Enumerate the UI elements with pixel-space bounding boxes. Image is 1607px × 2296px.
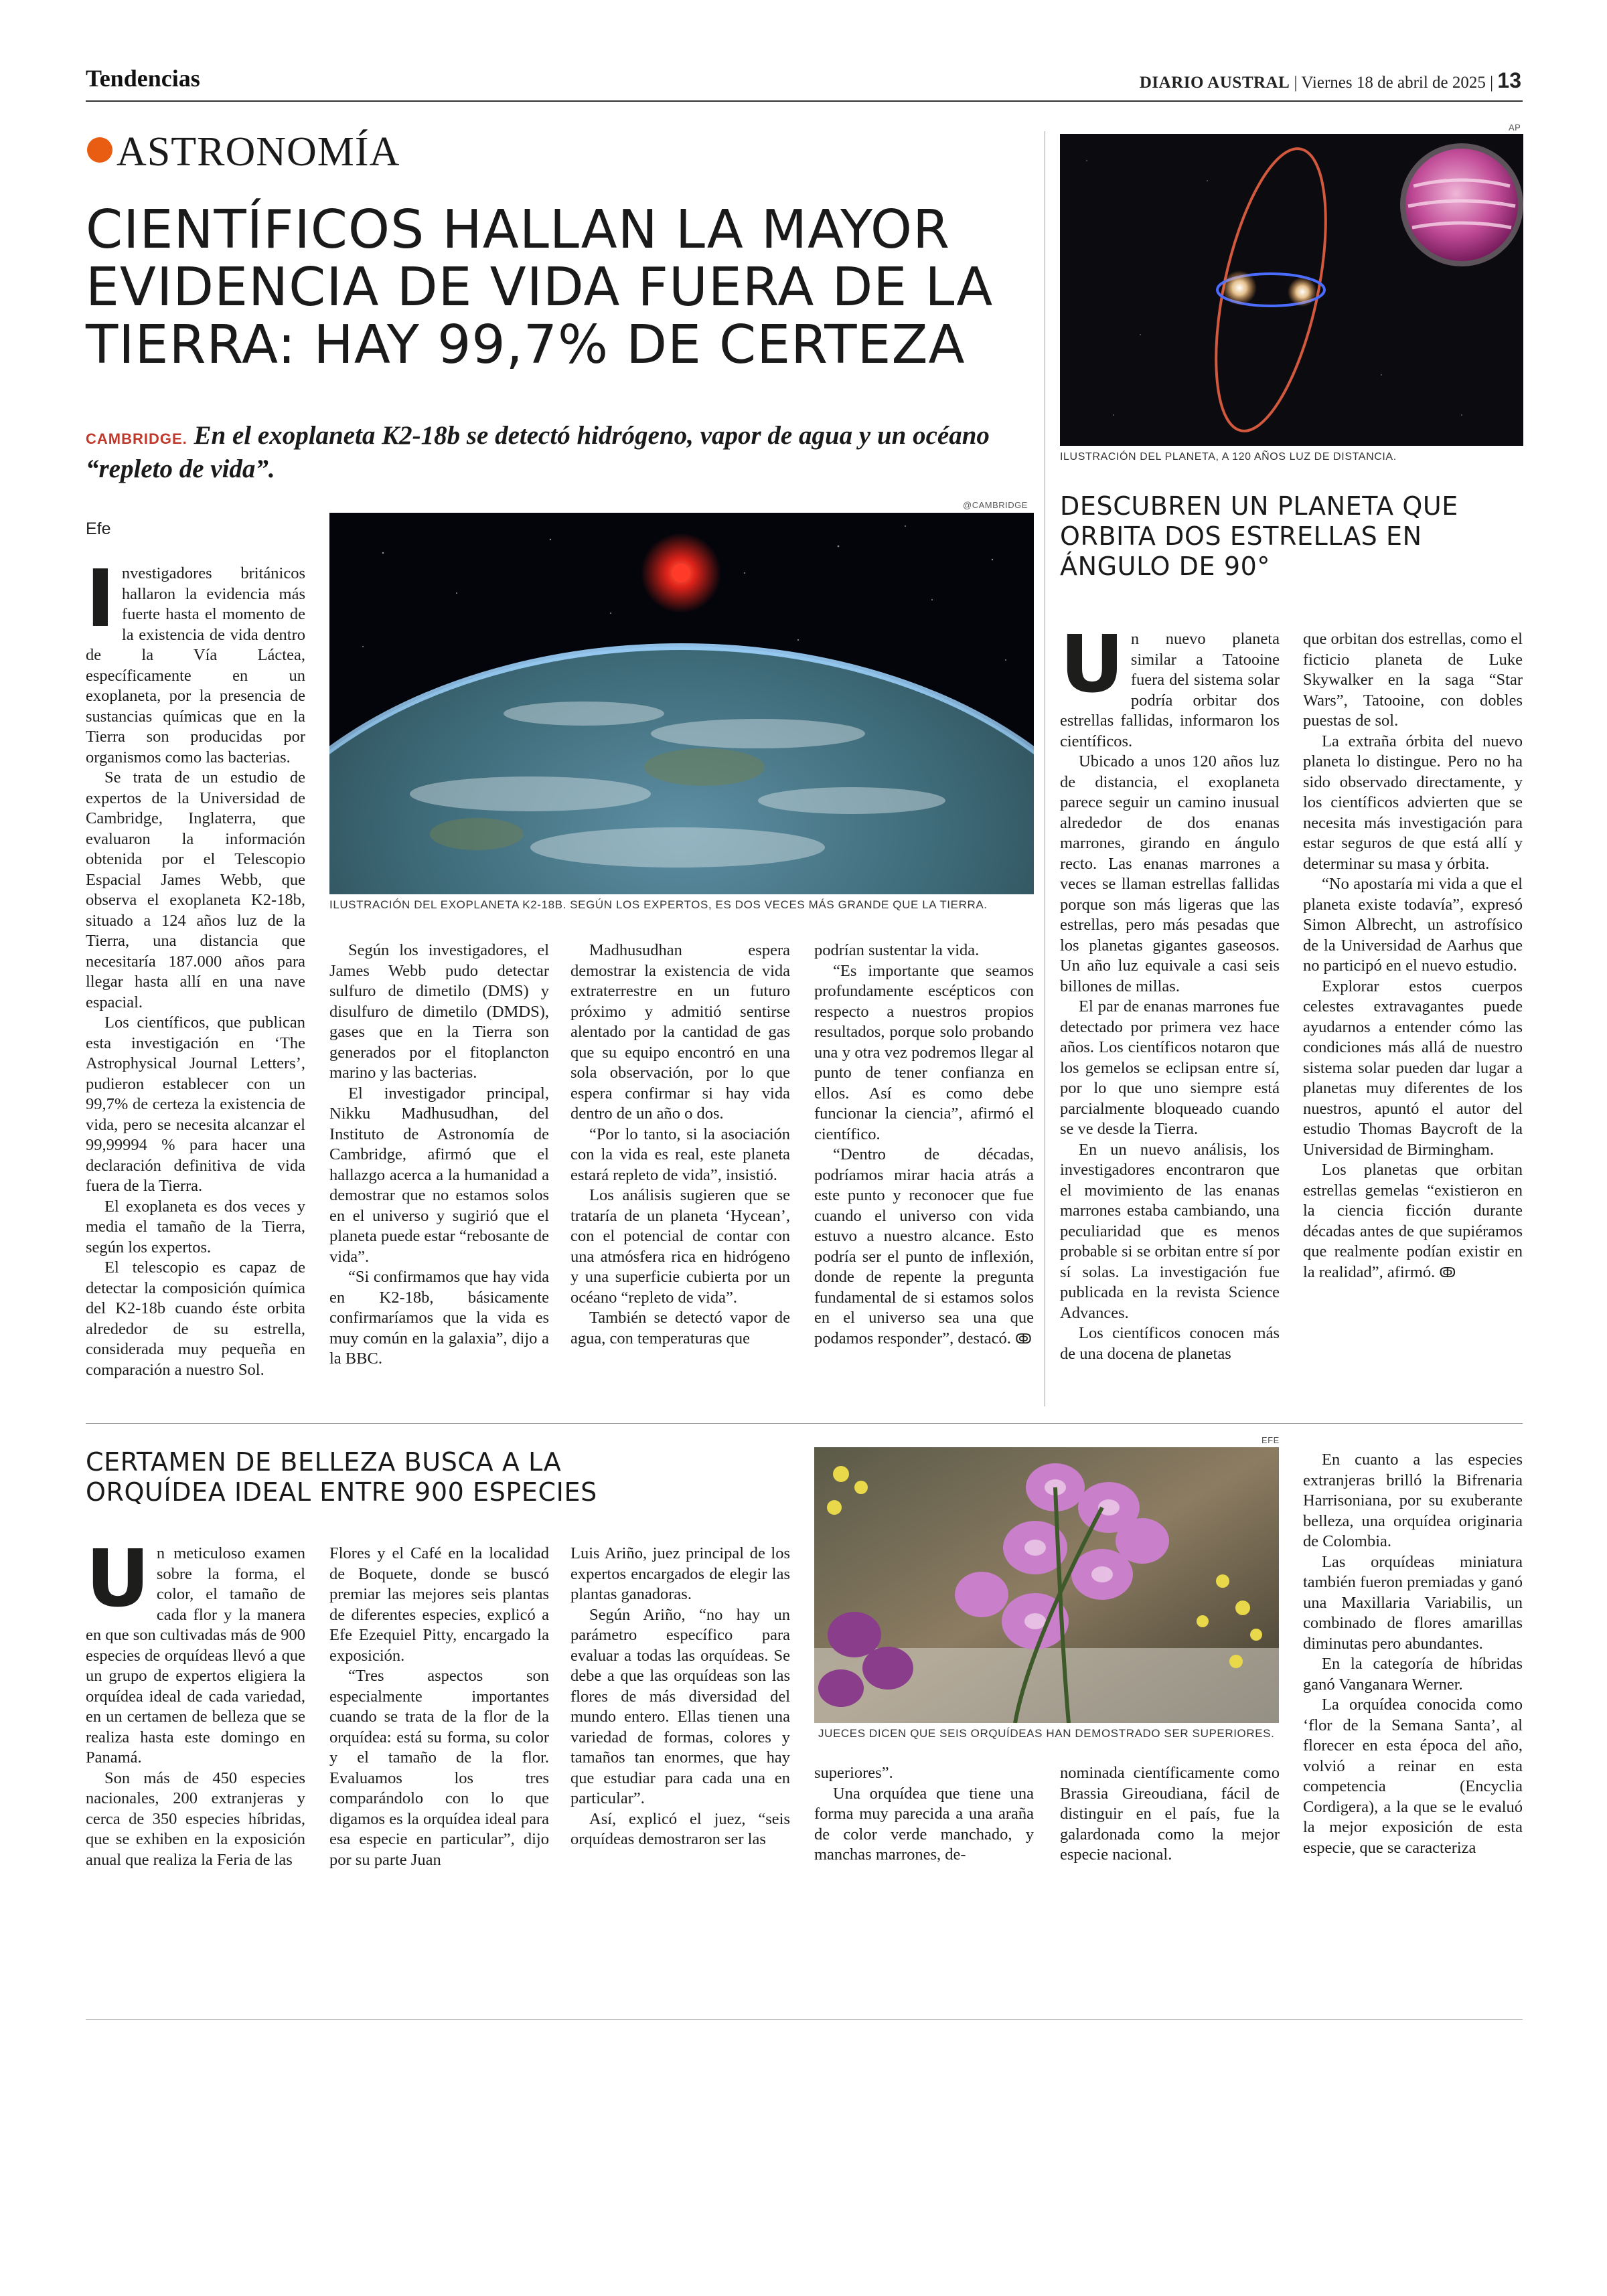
- main-article-paragraph: Según los investigadores, el James Webb pudo detectar sulfuro de dimetilo (DMS) y disulfuro de dimetilo (DMDS), gases que en la Tierra son generados por el fitoplancton marino y las bacterias.: [329, 941, 549, 1082]
- bottom-article-paragraph: Son más de 450 especies nacionales, 200 extranjeras y cerca de 350 especies híbridas, que se exhiben en la exposición anual que realiza la Feria de las: [86, 1769, 305, 1869]
- main-article-paragraph: Investigadores británicos hallaron la evidencia más fuerte hasta el momento de la existencia de vida dentro de la Vía Láctea, específicamente en un exoplaneta, por la presencia de sustancias químicas que en la Tierra son producidas por organismos como las bacterias.: [86, 552, 305, 766]
- bottom-article-paragraph: Luis Ariño, juez principal de los expertos encargados de elegir las plantas ganadoras.: [570, 1544, 790, 1603]
- main-headline: CIENTÍFICOS HALLAN LA MAYOR EVIDENCIA DE VIDA FUERA DE LA TIERRA: HAY 99,7% DE CERTEZA: [86, 199, 994, 376]
- bottom-article-paragraph: La orquídea conocida como ‘flor de la Semana Santa’, al florecer en esta época del año, volvió a reinar en esta competencia (Encyclia Cordigera), a la que se le evaluó la mejor exposición de esta especie, que se caracteriza: [1303, 1696, 1523, 1857]
- orchid-photo: [814, 1447, 1279, 1723]
- side-article-paragraph: Un nuevo planeta similar a Tatooine fuera del sistema solar podría orbitar dos estrellas fallidas, informaron los científicos.: [1060, 618, 1280, 750]
- bottom-article-col-4: [814, 1763, 1034, 1866]
- side-article-col-1: [1060, 618, 1280, 1364]
- kicker: [87, 129, 400, 176]
- side-article-paragraph: La extraña órbita del nuevo planeta lo distingue. Pero no ha sido observado directamente, y los científicos advierten que se necesita más investigación para estar seguros de que está allí y determinar su masa y órbita.: [1303, 732, 1523, 873]
- masthead: [1140, 68, 1521, 93]
- main-article-paragraph: Madhusudhan espera demostrar la existencia de vida extraterrestre en un futuro próximo y admitió sentirse alentado por la cantidad de gas que su equipo encontró en una sola observación, por lo que espera confirmar si hay vida dentro de un año o dos.: [570, 941, 790, 1123]
- side-photo-caption: ILUSTRACIÓN DEL PLANETA, A 120 AÑOS LUZ DE DISTANCIA.: [1060, 451, 1397, 463]
- kicker-label: ASTRONOMÍA: [117, 129, 400, 175]
- main-article-paragraph: El investigador principal, Nikku Madhusudhan, del Instituto de Astronomía de Cambridge, afirmó que el hallazgo acerca a la humanidad a demostrar que no estamos solos en el universo y sugirió que el planeta puede estar “rebosante de vida”.: [329, 1084, 549, 1266]
- main-article-col-1: [86, 552, 305, 1380]
- bottom-article-paragraph: En la categoría de híbridas ganó Vanganara Werner.: [1303, 1655, 1523, 1694]
- main-article-paragraph: El telescopio es capaz de detectar la composición química del K2-18b cuando éste orbita alrededor de su estrella, considerada muy pequeña en comparación a nuestro Sol.: [86, 1258, 305, 1379]
- side-article-paragraph: Los planetas que orbitan estrellas gemelas “existieron en la ciencia ficción durante décadas antes de que supiéramos que realmente podían existir en la realidad”, afirmó. ↂ: [1303, 1161, 1523, 1281]
- bottom-article-paragraph: Según Ariño, “no hay un parámetro específico para evaluar a todas las orquídeas. Se debe a que las orquídeas son las flores de más diversidad del mundo entero. Ellas tienen una variedad de formas, colores y tamaños tan enormes, que hay que estudiar para cada una en particular”.: [570, 1605, 790, 1807]
- bottom-article-col-1: [86, 1532, 305, 1870]
- main-article-paragraph: “Por lo tanto, si la asociación con la vida es real, este planeta estará repleto de vida”, insistió.: [570, 1125, 790, 1184]
- bottom-article-paragraph: superiores”.: [814, 1764, 893, 1782]
- main-article-paragraph: Los análisis sugieren que se trataría de un planeta ‘Hycean’, con el potencial de contar con una atmósfera rica en hidrógeno y una superficie cubierta por un océano “repleto de vida”.: [570, 1186, 790, 1307]
- end-of-article-icon: ↂ: [1015, 1330, 1032, 1347]
- subhead-text: En el exoplaneta K2-18b se detectó hidrógeno, vapor de agua y un océano “repleto de vida”.: [86, 421, 990, 483]
- side-article-col-2: [1303, 629, 1523, 1283]
- side-photo-credit: AP: [1509, 122, 1521, 133]
- side-headline: DESCUBREN UN PLANETA QUE ORBITA DOS ESTRELLAS EN ÁNGULO DE 90°: [1060, 491, 1458, 581]
- main-article-paragraph: podrían sustentar la vida.: [814, 941, 980, 959]
- main-subhead: [86, 420, 1023, 484]
- main-article-paragraph: Los científicos, que publican esta investigación en ‘The Astrophysical Journal Letters’, pudieron establecer con un 99,7% de certeza la existencia de vida, pero se necesita alcanzar el 99,99994 % para hacer una declaración definitiva de vida fuera de la Tierra.: [86, 1013, 305, 1195]
- publication-date: Viernes 18 de abril de 2025: [1301, 74, 1486, 92]
- bottom-article-paragraph: nominada científicamente como Brassia Gireoudiana, fácil de distinguir en el país, fue la galardonada como la mejor especie nacional.: [1060, 1764, 1280, 1864]
- side-article-paragraph: Los científicos conocen más de una docena de planetas: [1060, 1324, 1280, 1363]
- bottom-article-paragraph: Una orquídea que tiene una forma muy parecida a una araña de color verde manchado, y manchas marrones, de-: [814, 1784, 1034, 1864]
- section-divider: [86, 1423, 1523, 1424]
- exoplanet-illustration: [329, 513, 1034, 894]
- bottom-article-paragraph: Un meticuloso examen sobre la forma, el color, el tamaño de cada flor y la manera en que son cultivadas más de 900 especies de orquídeas llevó a que un grupo de expertos eligiera la orquídea ideal de cada variedad, en un certamen de belleza que se realiza hasta este domingo en Panamá.: [86, 1532, 305, 1767]
- bottom-article-paragraph: “Tres aspectos son especialmente importantes cuando se trata de la flor de la orquídea: está su forma, su color y el tamaño de la flor. Evaluamos los tres comparándolo con lo que digamos es la orquídea ideal para esa especie en particular”, dijo por su parte Juan: [329, 1667, 549, 1869]
- kicker-dot-icon: [87, 137, 112, 163]
- section-name: Tendencias: [86, 65, 200, 92]
- masthead-separator: |: [1294, 74, 1298, 92]
- photo-credit: @CAMBRIDGE: [963, 500, 1028, 510]
- dropcap: U: [86, 1532, 150, 1625]
- main-article-paragraph: También se detectó vapor de agua, con temperaturas que: [570, 1309, 790, 1347]
- side-article-paragraph: El par de enanas marrones fue detectado por primera vez hace años. Los científicos notaron que los gemelos se eclipsan entre sí, por lo que uno siempre está parcialmente bloqueado cuando se ve desde la Tierra.: [1060, 997, 1280, 1138]
- orchid-photo-caption: JUECES DICEN QUE SEIS ORQUÍDEAS HAN DEMOSTRADO SER SUPERIORES.: [818, 1727, 1275, 1740]
- side-article-paragraph: Ubicado a unos 120 años luz de distancia, el exoplaneta parece seguir un camino inusual alrededor de dos enanas marrones, girando en ángulo recto. Las enanas marrones a veces se llaman estrellas fallidas porque son más ligeras que las estrellas, pero más pesadas que los planetas gigantes gaseosos. Un año luz equivale a casi seis billones de millas.: [1060, 752, 1280, 995]
- bottom-article-paragraph: Flores y el Café en la localidad de Boquete, donde se buscó premiar las mejores seis plantas de diferentes especies, explicó a Efe Ezequiel Pitty, encargado la exposición.: [329, 1544, 549, 1665]
- bottom-article-col-6: [1303, 1450, 1523, 1858]
- dropcap: U: [1060, 618, 1124, 710]
- bottom-article-paragraph: En cuanto a las especies extranjeras brilló la Bifrenaria Harrisoniana, por su exuberante belleza, una orquídea originaria de Colombia.: [1303, 1451, 1523, 1550]
- bottom-article-paragraph: Las orquídeas miniatura también fueron premiadas y ganó una Maxillaria Variabilis, un combinado de flores amarillas diminutas pero abundantes.: [1303, 1552, 1523, 1653]
- byline: Efe: [86, 519, 111, 538]
- orchid-illustration: [814, 1447, 1279, 1723]
- main-article-col-2: [329, 940, 549, 1370]
- main-article-paragraph: “Es importante que seamos profundamente escépticos con respecto a nuestros propios resultados, porque solo probando una y otra vez podremos llegar al punto de tener confianza en ellos. Así es como debe funcionar la ciencia”, afirmó el científico.: [814, 961, 1034, 1143]
- side-article-paragraph: En un nuevo análisis, los investigadores encontraron que el movimiento de las enanas marrones estaba cambiando, una peculiaridad que es menos probable si se orbitan entre sí por sí solas. La investigación fue publicada en la revista Science Advances.: [1060, 1140, 1280, 1322]
- main-article-col-3: [570, 940, 790, 1349]
- main-article-paragraph: “Dentro de décadas, podríamos mirar hacia atrás a este punto y reconocer que fue cuando el universo con vida estuvo a nuestro alcance. Esto podría ser el punto de inflexión, donde de repente la pregunta fundamental de si estamos solos en el universo sea una que podamos responder”, destacó. ↂ: [814, 1145, 1034, 1347]
- masthead-separator: |: [1490, 74, 1494, 92]
- main-photo-caption: ILUSTRACIÓN DEL EXOPLANETA K2-18B. SEGÚN LOS EXPERTOS, ES DOS VECES MÁS GRANDE QUE LA TIERRA.: [329, 898, 988, 911]
- bottom-article-col-2: [329, 1544, 549, 1870]
- bottom-headline: CERTAMEN DE BELLEZA BUSCA A LA ORQUÍDEA IDEAL ENTRE 900 ESPECIES: [86, 1447, 597, 1507]
- side-article-paragraph: Explorar estos cuerpos celestes extravagantes puede ayudarnos a entender cómo las condiciones más allá de nuestro sistema solar pueden dar lugar a planetas muy diferentes de los nuestros, apuntó el autor del estudio Thomas Baycroft de la Universidad de Birmingham.: [1303, 977, 1523, 1159]
- binary-orbit-illustration: [1060, 134, 1523, 446]
- bottom-article-col-3: [570, 1544, 790, 1850]
- orchid-photo-credit: EFE: [1261, 1435, 1280, 1445]
- header-rule: [86, 100, 1523, 102]
- dateline-city: CAMBRIDGE.: [86, 430, 187, 447]
- main-article-col-4: [814, 940, 1034, 1349]
- binary-planet-photo: [1060, 134, 1523, 446]
- side-article-paragraph: que orbitan dos estrellas, como el ficticio planeta de Luke Skywalker en la saga “Star Wars”, Tatooine, con dobles puestas de sol.: [1303, 630, 1523, 730]
- main-article-paragraph: Se trata de un estudio de expertos de la Universidad de Cambridge, Inglaterra, que evaluaron la información obtenida por el Telescopio Espacial James Webb, que observa el exoplaneta K2-18b, situado a 124 años luz de la Tierra, una distancia que necesitaría 187.000 años para llegar hasta allí en una nave espacial.: [86, 768, 305, 1011]
- page-number: 13: [1497, 68, 1521, 92]
- exoplanet-photo: [329, 513, 1034, 894]
- side-article-paragraph: “No apostaría mi vida a que el planeta existe todavía”, expresó Simon Albrecht, un astrofísico de la Universidad de Aarhus que no participó en el nuevo estudio.: [1303, 875, 1523, 975]
- bottom-article-col-5: [1060, 1763, 1280, 1866]
- dropcap: I: [86, 552, 115, 645]
- newspaper-name: DIARIO AUSTRAL: [1139, 74, 1290, 92]
- end-of-article-icon: ↂ: [1439, 1264, 1456, 1281]
- main-article-paragraph: El exoplaneta es dos veces y media el tamaño de la Tierra, según los expertos.: [86, 1197, 305, 1256]
- page-bottom-rule: [86, 2019, 1523, 2020]
- bottom-article-paragraph: Así, explicó el juez, “seis orquídeas demostraron ser las: [570, 1809, 790, 1848]
- main-article-paragraph: “Si confirmamos que hay vida en K2-18b, básicamente confirmaríamos que la vida es muy común en la galaxia”, dijo a la BBC.: [329, 1268, 549, 1368]
